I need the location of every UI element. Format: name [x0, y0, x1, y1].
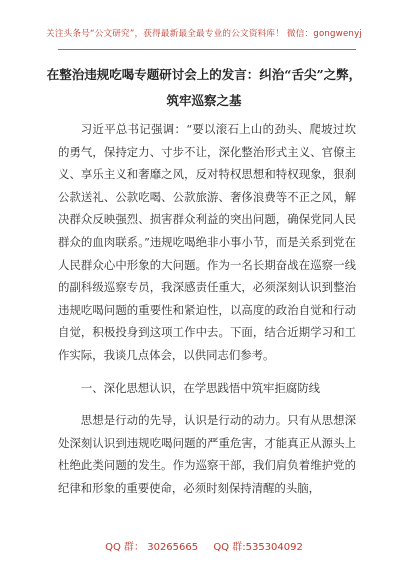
document-body	[58, 118, 356, 500]
footer-qq-group-2: QQ 群:535304092	[213, 542, 303, 553]
document-title-line-2: 筑牢巡察之基	[166, 93, 242, 108]
section-1-heading: 一、深化思想认识，在学思践悟中筑牢拒腐防线	[80, 380, 321, 395]
header-promo-note: 关注头条号“公文研究”，获得最新最全最专业的公文资料库！ 微信：gongwenyj	[46, 29, 362, 39]
section-1-paragraph: 思想是行动的先导，认识是行动的动力。只有从思想深处深刻认识到违规吃喝问题的严重危害，才能真正从源头上杜绝此类问题的发生。作为巡察干部，我们肩负着维护党的纪律和形象的重要使命，必须时刻保持清醒的头脑，	[58, 413, 356, 495]
footer-contact	[0, 538, 408, 553]
document-title-line-1: 在整治违规吃喝专题研讨会上的发言：纠治“舌尖”之弊，	[46, 67, 362, 82]
footer-qq-group-1: QQ 群： 30265665	[105, 542, 199, 553]
document-title	[40, 62, 368, 114]
intro-paragraph: 习近平总书记强调：“要以滚石上山的劲头、爬坡过坎的勇气，保持定力、寸步不让，深化整治形式主义、官僚主义、享乐主义和奢靡之风，反对特权思想和特权现象，狠刹公款送礼、公款吃喝、公款旅游、奢侈浪费等不正之风，解决群众反映强烈、损害群众利益的突出问题，确保党同人民群众的血肉联系。”违规吃喝绝非小事小节，而是关系到党在人民群众心中形象的大问题。作为一名长期奋战在巡察一线的副科级巡察专员，我深感责任重大，必须深刻认识到整治违规吃喝问题的重要性和紧迫性，以高度的政治自觉和行动自觉，积极投身到这项工作中去。下面，结合近期学习和工作实际，我谈几点体会，以供同志们参考。	[58, 122, 356, 362]
header-divider	[58, 49, 356, 50]
